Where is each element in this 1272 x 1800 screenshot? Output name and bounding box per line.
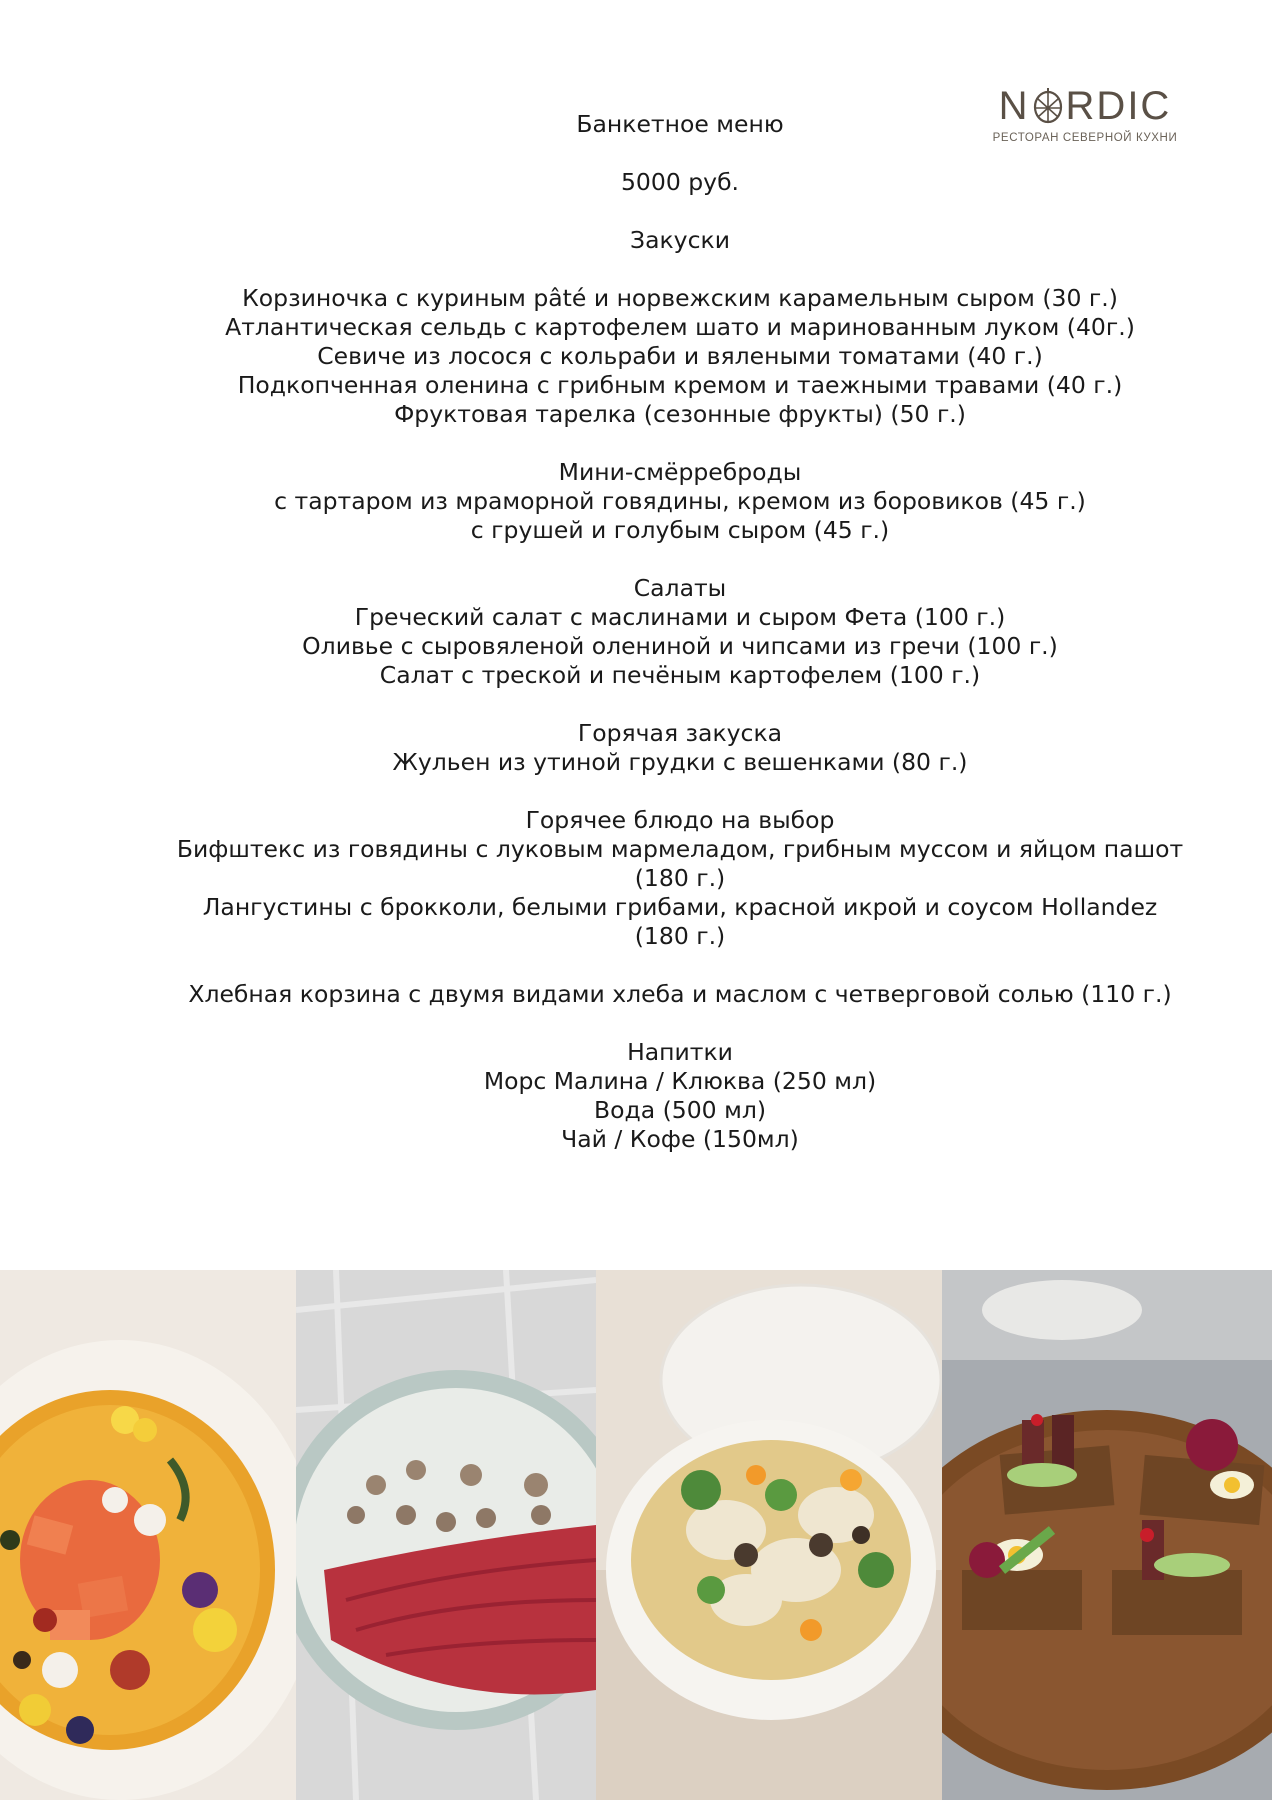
menu-item: Оливье с сыровяленой олениной и чипсами из гречи (100 г.) <box>302 632 1058 660</box>
menu-item: Чай / Кофе (150мл) <box>561 1125 799 1153</box>
menu-item: Греческий салат с маслинами и сыром Фета (100 г.) <box>354 603 1006 631</box>
tortellini-bowl-photo <box>596 1270 942 1800</box>
salmon-ceviche-photo <box>0 1270 296 1800</box>
menu-item: (180 г.) <box>634 864 726 892</box>
menu-title: Банкетное меню <box>576 110 784 138</box>
smorrebrod-canapes-photo <box>942 1270 1272 1800</box>
menu-item: Салат с треской и печёным картофелем (100 г.) <box>379 661 981 689</box>
menu-item: Бифштекс из говядины с луковым мармеладом, грибным муссом и яйцом пашот <box>176 835 1184 863</box>
menu-price: 5000 руб. <box>620 168 740 196</box>
food-photo-strip <box>0 1270 1272 1800</box>
menu-item: Фруктовая тарелка (сезонные фрукты) (50 г.) <box>394 400 966 428</box>
menu-item: Вода (500 мл) <box>593 1096 767 1124</box>
banquet-menu <box>170 110 1190 1154</box>
menu-item: с тартаром из мраморной говядины, кремом из боровиков (45 г.) <box>274 487 1086 515</box>
menu-item: Атлантическая сельдь с картофелем шато и маринованным луком (40г.) <box>225 313 1135 341</box>
menu-item: Корзиночка с куриным pâté и норвежским карамельным сыром (30 г.) <box>242 284 1118 312</box>
menu-item: Севиче из лосося с кольраби и вялеными томатами (40 г.) <box>317 342 1043 370</box>
menu-item: Лангустины с брокколи, белыми грибами, красной икрой и соусом Hollandez <box>202 893 1158 921</box>
brand-name-right: RDIC <box>1065 84 1172 128</box>
menu-item: Жульен из утиной грудки с вешенками (80 г.) <box>392 748 968 776</box>
menu-item: с грушей и голубым сыром (45 г.) <box>470 516 890 544</box>
menu-item: (180 г.) <box>634 922 726 950</box>
section-title-main-course: Горячее блюдо на выбор <box>525 806 835 834</box>
venison-carpaccio-photo <box>296 1270 596 1800</box>
menu-item: Подкопченная оленина с грибным кремом и таежными травами (40 г.) <box>237 371 1123 399</box>
section-title-drinks: Напитки <box>627 1038 733 1066</box>
section-title-hot-appetizer: Горячая закуска <box>577 719 783 747</box>
section-title-appetizers: Закуски <box>630 226 730 254</box>
brand-name-left: N <box>998 84 1030 128</box>
menu-item-bread: Хлебная корзина с двумя видами хлеба и маслом с четверговой солью (110 г.) <box>188 980 1172 1008</box>
section-title-smorrebrod: Мини-смёрреброды <box>558 458 802 486</box>
section-title-salads: Салаты <box>633 574 727 602</box>
menu-item: Морс Малина / Клюква (250 мл) <box>483 1067 877 1095</box>
brand-subtitle: РЕСТОРАН СЕВЕРНОЙ КУХНИ <box>992 132 1178 144</box>
